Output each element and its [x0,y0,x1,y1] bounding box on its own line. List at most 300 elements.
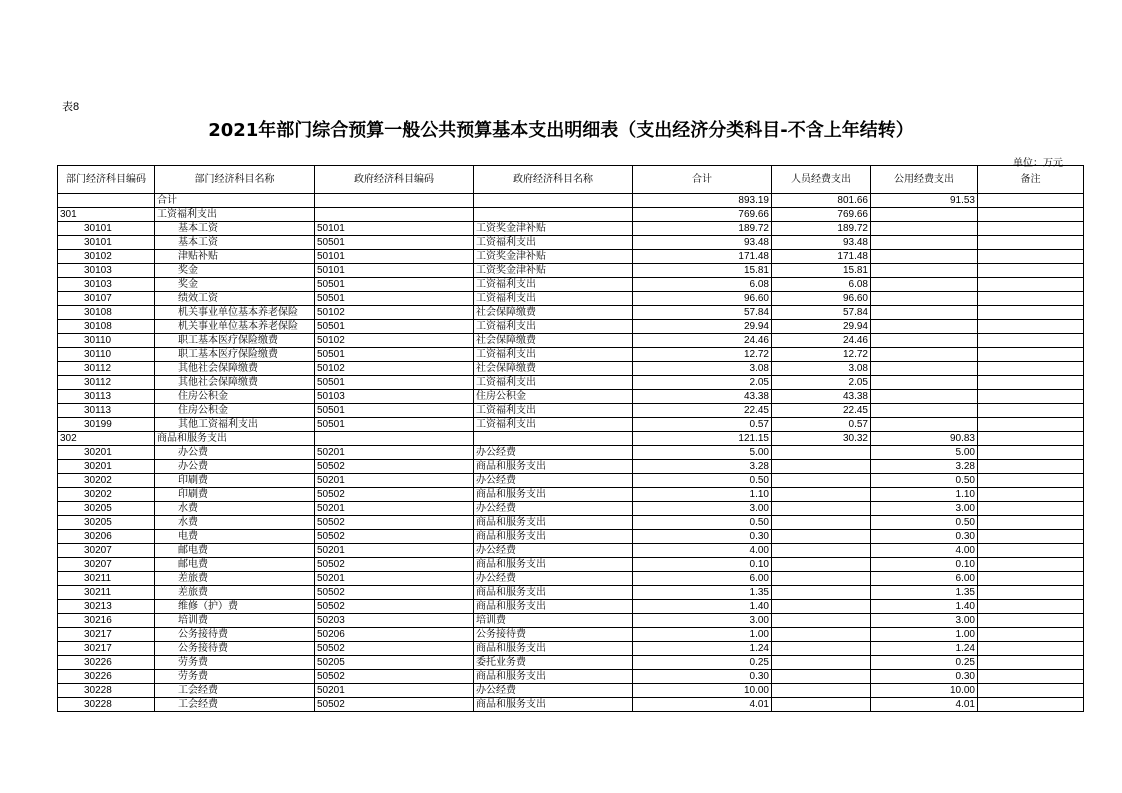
table-row [58,222,1084,236]
table-row [58,278,1084,292]
dept-name-cell: 印刷费 [155,474,315,488]
dept-code-cell: 30108 [58,320,155,334]
gov-name-cell: 工资福利支出 [474,348,633,362]
dept-name-cell: 奖金 [155,264,315,278]
public-cell: 1.40 [871,600,978,614]
total-cell: 0.10 [633,558,772,572]
gov-code-cell: 50502 [315,600,474,614]
table-row [58,698,1084,712]
personnel-cell: 801.66 [772,194,871,208]
personnel-cell [772,488,871,502]
personnel-cell: 22.45 [772,404,871,418]
gov-name-cell: 工资奖金津补贴 [474,264,633,278]
gov-code-cell: 50501 [315,348,474,362]
note-cell [978,446,1084,460]
dept-name-cell: 其他工资福利支出 [155,418,315,432]
total-cell: 1.00 [633,628,772,642]
personnel-cell [772,656,871,670]
gov-name-cell: 商品和服务支出 [474,516,633,530]
note-cell [978,474,1084,488]
public-cell [871,250,978,264]
public-cell [871,208,978,222]
personnel-cell [772,502,871,516]
header-personnel: 人员经费支出 [772,166,871,194]
table-row [58,348,1084,362]
note-cell [978,348,1084,362]
table-row [58,264,1084,278]
dept-code-cell: 30199 [58,418,155,432]
note-cell [978,236,1084,250]
table-row [58,600,1084,614]
dept-name-cell: 住房公积金 [155,390,315,404]
note-cell [978,656,1084,670]
dept-name-cell: 基本工资 [155,222,315,236]
gov-code-cell: 50102 [315,306,474,320]
dept-name-cell: 公务接待费 [155,642,315,656]
note-cell [978,600,1084,614]
dept-name-cell: 水费 [155,502,315,516]
dept-name-cell: 劳务费 [155,670,315,684]
dept-code-cell: 30216 [58,614,155,628]
table-row [58,558,1084,572]
dept-name-cell: 办公费 [155,446,315,460]
total-cell: 57.84 [633,306,772,320]
table-header-row [58,166,1084,194]
table-row [58,362,1084,376]
note-cell [978,488,1084,502]
table-row [58,544,1084,558]
personnel-cell [772,572,871,586]
gov-name-cell: 商品和服务支出 [474,586,633,600]
gov-name-cell: 工资奖金津补贴 [474,222,633,236]
total-cell: 1.10 [633,488,772,502]
gov-name-cell: 工资福利支出 [474,292,633,306]
gov-code-cell: 50502 [315,586,474,600]
gov-code-cell: 50101 [315,264,474,278]
note-cell [978,320,1084,334]
public-cell: 4.00 [871,544,978,558]
table-row [58,628,1084,642]
gov-code-cell: 50502 [315,488,474,502]
personnel-cell [772,558,871,572]
dept-name-cell: 住房公积金 [155,404,315,418]
gov-name-cell: 工资福利支出 [474,404,633,418]
gov-code-cell: 50102 [315,362,474,376]
gov-name-cell: 办公经费 [474,572,633,586]
header-dept-name: 部门经济科目名称 [155,166,315,194]
public-cell [871,292,978,306]
gov-code-cell: 50201 [315,684,474,698]
gov-code-cell: 50201 [315,446,474,460]
dept-code-cell: 30226 [58,656,155,670]
personnel-cell: 24.46 [772,334,871,348]
dept-name-cell: 邮电费 [155,544,315,558]
personnel-cell [772,600,871,614]
table-row [58,670,1084,684]
table-row [58,530,1084,544]
dept-name-cell: 津贴补贴 [155,250,315,264]
dept-code-cell: 30102 [58,250,155,264]
dept-code-cell: 30101 [58,222,155,236]
total-cell: 0.50 [633,474,772,488]
total-cell: 2.05 [633,376,772,390]
header-public: 公用经费支出 [871,166,978,194]
public-cell: 0.50 [871,516,978,530]
public-cell: 0.25 [871,656,978,670]
gov-code-cell: 50501 [315,320,474,334]
total-cell: 3.28 [633,460,772,474]
gov-name-cell: 工资福利支出 [474,236,633,250]
personnel-cell: 29.94 [772,320,871,334]
public-cell [871,236,978,250]
dept-name-cell: 绩效工资 [155,292,315,306]
dept-name-cell: 工会经费 [155,684,315,698]
personnel-cell [772,516,871,530]
dept-code-cell: 30108 [58,306,155,320]
gov-code-cell: 50102 [315,334,474,348]
table-row [58,586,1084,600]
dept-code-cell: 30107 [58,292,155,306]
public-cell: 0.30 [871,530,978,544]
public-cell [871,362,978,376]
header-dept-code: 部门经济科目编码 [58,166,155,194]
personnel-cell [772,460,871,474]
dept-code-cell: 30113 [58,390,155,404]
header-note: 备注 [978,166,1084,194]
total-cell: 24.46 [633,334,772,348]
note-cell [978,222,1084,236]
note-cell [978,516,1084,530]
total-cell: 769.66 [633,208,772,222]
public-cell [871,264,978,278]
group-row [58,208,1084,222]
note-cell [978,194,1084,208]
gov-code-cell [315,194,474,208]
dept-name-cell: 水费 [155,516,315,530]
dept-code-cell: 302 [58,432,155,446]
dept-code-cell: 30110 [58,334,155,348]
dept-code-cell: 30205 [58,502,155,516]
total-cell: 10.00 [633,684,772,698]
table-row [58,572,1084,586]
gov-code-cell: 50502 [315,698,474,712]
header-gov-code: 政府经济科目编码 [315,166,474,194]
dept-name-cell: 其他社会保障缴费 [155,376,315,390]
note-cell [978,614,1084,628]
table-number-label: 表8 [62,101,80,113]
dept-code-cell: 30103 [58,264,155,278]
gov-code-cell: 50203 [315,614,474,628]
dept-code-cell: 30213 [58,600,155,614]
personnel-cell [772,544,871,558]
gov-name-cell: 办公经费 [474,474,633,488]
total-cell: 4.00 [633,544,772,558]
note-cell [978,404,1084,418]
gov-name-cell: 商品和服务支出 [474,488,633,502]
gov-code-cell [315,208,474,222]
gov-code-cell: 50501 [315,418,474,432]
total-cell: 1.40 [633,600,772,614]
dept-code-cell: 30207 [58,544,155,558]
total-cell: 1.24 [633,642,772,656]
note-cell [978,376,1084,390]
public-cell: 3.00 [871,614,978,628]
note-cell [978,586,1084,600]
dept-code-cell: 30211 [58,586,155,600]
dept-name-cell: 职工基本医疗保险缴费 [155,348,315,362]
table-row [58,502,1084,516]
dept-code-cell: 30207 [58,558,155,572]
gov-name-cell: 社会保障缴费 [474,306,633,320]
personnel-cell [772,628,871,642]
public-cell: 4.01 [871,698,978,712]
header-gov-name: 政府经济科目名称 [474,166,633,194]
dept-name-cell: 机关事业单位基本养老保险 [155,306,315,320]
table-row [58,516,1084,530]
dept-name-cell: 差旅费 [155,572,315,586]
gov-name-cell: 商品和服务支出 [474,600,633,614]
dept-code-cell: 30211 [58,572,155,586]
total-cell: 6.00 [633,572,772,586]
dept-code-cell: 30101 [58,236,155,250]
total-cell: 96.60 [633,292,772,306]
personnel-cell: 171.48 [772,250,871,264]
public-cell: 1.24 [871,642,978,656]
gov-code-cell: 50201 [315,474,474,488]
personnel-cell: 769.66 [772,208,871,222]
gov-code-cell: 50101 [315,250,474,264]
public-cell [871,306,978,320]
gov-name-cell [474,208,633,222]
dept-code-cell: 30228 [58,684,155,698]
public-cell [871,222,978,236]
gov-code-cell: 50201 [315,544,474,558]
dept-name-cell: 邮电费 [155,558,315,572]
note-cell [978,278,1084,292]
public-cell [871,376,978,390]
dept-code-cell: 30201 [58,460,155,474]
total-cell: 5.00 [633,446,772,460]
note-cell [978,572,1084,586]
gov-name-cell: 工资福利支出 [474,418,633,432]
note-cell [978,292,1084,306]
personnel-cell: 43.38 [772,390,871,404]
table-row [58,656,1084,670]
public-cell: 1.00 [871,628,978,642]
gov-code-cell: 50501 [315,404,474,418]
total-cell: 121.15 [633,432,772,446]
gov-name-cell: 工资福利支出 [474,278,633,292]
table-body [58,194,1084,712]
public-cell: 3.00 [871,502,978,516]
personnel-cell: 2.05 [772,376,871,390]
gov-code-cell: 50201 [315,502,474,516]
total-cell: 6.08 [633,278,772,292]
table-row [58,488,1084,502]
note-cell [978,544,1084,558]
gov-name-cell: 社会保障缴费 [474,334,633,348]
gov-name-cell: 办公经费 [474,544,633,558]
table-row [58,376,1084,390]
note-cell [978,642,1084,656]
public-cell: 0.50 [871,474,978,488]
public-cell: 0.30 [871,670,978,684]
personnel-cell: 12.72 [772,348,871,362]
note-cell [978,530,1084,544]
dept-name-cell: 商品和服务支出 [155,432,315,446]
note-cell [978,334,1084,348]
personnel-cell [772,698,871,712]
total-cell: 0.30 [633,530,772,544]
note-cell [978,264,1084,278]
dept-code-cell: 301 [58,208,155,222]
personnel-cell: 0.57 [772,418,871,432]
dept-name-cell: 工会经费 [155,698,315,712]
table-row [58,306,1084,320]
note-cell [978,698,1084,712]
personnel-cell [772,586,871,600]
table-row [58,446,1084,460]
gov-code-cell: 50201 [315,572,474,586]
gov-name-cell: 商品和服务支出 [474,558,633,572]
dept-code-cell: 30112 [58,376,155,390]
table-row [58,614,1084,628]
public-cell [871,404,978,418]
gov-name-cell [474,432,633,446]
gov-code-cell: 50502 [315,516,474,530]
dept-code-cell: 30113 [58,404,155,418]
total-cell: 0.25 [633,656,772,670]
gov-name-cell: 工资奖金津补贴 [474,250,633,264]
total-cell: 3.08 [633,362,772,376]
personnel-cell [772,670,871,684]
gov-code-cell: 50205 [315,656,474,670]
personnel-cell [772,474,871,488]
total-cell: 29.94 [633,320,772,334]
dept-name-cell: 办公费 [155,460,315,474]
group-row [58,432,1084,446]
table-row [58,642,1084,656]
personnel-cell: 15.81 [772,264,871,278]
dept-name-cell: 劳务费 [155,656,315,670]
public-cell: 90.83 [871,432,978,446]
gov-code-cell: 50502 [315,642,474,656]
personnel-cell: 30.32 [772,432,871,446]
dept-code-cell: 30217 [58,628,155,642]
dept-code-cell: 30228 [58,698,155,712]
dept-code-cell: 30205 [58,516,155,530]
personnel-cell: 3.08 [772,362,871,376]
gov-name-cell: 商品和服务支出 [474,460,633,474]
dept-code-cell: 30201 [58,446,155,460]
gov-code-cell: 50502 [315,670,474,684]
personnel-cell [772,684,871,698]
gov-code-cell: 50501 [315,376,474,390]
note-cell [978,208,1084,222]
public-cell: 5.00 [871,446,978,460]
table-row [58,236,1084,250]
total-cell: 4.01 [633,698,772,712]
total-cell: 0.30 [633,670,772,684]
gov-name-cell: 社会保障缴费 [474,362,633,376]
total-cell: 43.38 [633,390,772,404]
dept-name-cell: 其他社会保障缴费 [155,362,315,376]
dept-name-cell: 印刷费 [155,488,315,502]
note-cell [978,306,1084,320]
gov-name-cell: 工资福利支出 [474,320,633,334]
personnel-cell [772,446,871,460]
gov-name-cell: 办公经费 [474,502,633,516]
gov-code-cell [315,432,474,446]
gov-code-cell: 50502 [315,558,474,572]
table-row [58,334,1084,348]
total-cell: 0.50 [633,516,772,530]
dept-code-cell: 30217 [58,642,155,656]
dept-name-cell: 奖金 [155,278,315,292]
table-row [58,460,1084,474]
gov-name-cell: 公务接待费 [474,628,633,642]
dept-code-cell: 30206 [58,530,155,544]
total-cell: 93.48 [633,236,772,250]
header-total: 合计 [633,166,772,194]
gov-name-cell: 商品和服务支出 [474,530,633,544]
note-cell [978,670,1084,684]
total-row [58,194,1084,208]
dept-name-cell: 合计 [155,194,315,208]
personnel-cell [772,642,871,656]
gov-name-cell: 办公经费 [474,684,633,698]
gov-code-cell: 50502 [315,530,474,544]
public-cell: 10.00 [871,684,978,698]
dept-name-cell: 差旅费 [155,586,315,600]
dept-name-cell: 基本工资 [155,236,315,250]
note-cell [978,460,1084,474]
dept-name-cell: 公务接待费 [155,628,315,642]
note-cell [978,502,1084,516]
total-cell: 893.19 [633,194,772,208]
note-cell [978,390,1084,404]
gov-name-cell: 商品和服务支出 [474,642,633,656]
total-cell: 3.00 [633,614,772,628]
personnel-cell: 96.60 [772,292,871,306]
total-cell: 3.00 [633,502,772,516]
table-row [58,250,1084,264]
note-cell [978,362,1084,376]
gov-name-cell: 委托业务费 [474,656,633,670]
total-cell: 171.48 [633,250,772,264]
gov-code-cell: 50502 [315,460,474,474]
personnel-cell [772,614,871,628]
dept-code-cell: 30202 [58,488,155,502]
table-row [58,320,1084,334]
dept-name-cell: 维修（护）费 [155,600,315,614]
gov-code-cell: 50501 [315,236,474,250]
public-cell: 0.10 [871,558,978,572]
personnel-cell: 57.84 [772,306,871,320]
dept-name-cell: 机关事业单位基本养老保险 [155,320,315,334]
gov-name-cell: 住房公积金 [474,390,633,404]
budget-table [57,165,1084,712]
gov-name-cell: 工资福利支出 [474,376,633,390]
note-cell [978,628,1084,642]
dept-name-cell: 职工基本医疗保险缴费 [155,334,315,348]
note-cell [978,418,1084,432]
gov-name-cell: 商品和服务支出 [474,698,633,712]
note-cell [978,250,1084,264]
total-cell: 1.35 [633,586,772,600]
public-cell [871,348,978,362]
dept-code-cell: 30112 [58,362,155,376]
